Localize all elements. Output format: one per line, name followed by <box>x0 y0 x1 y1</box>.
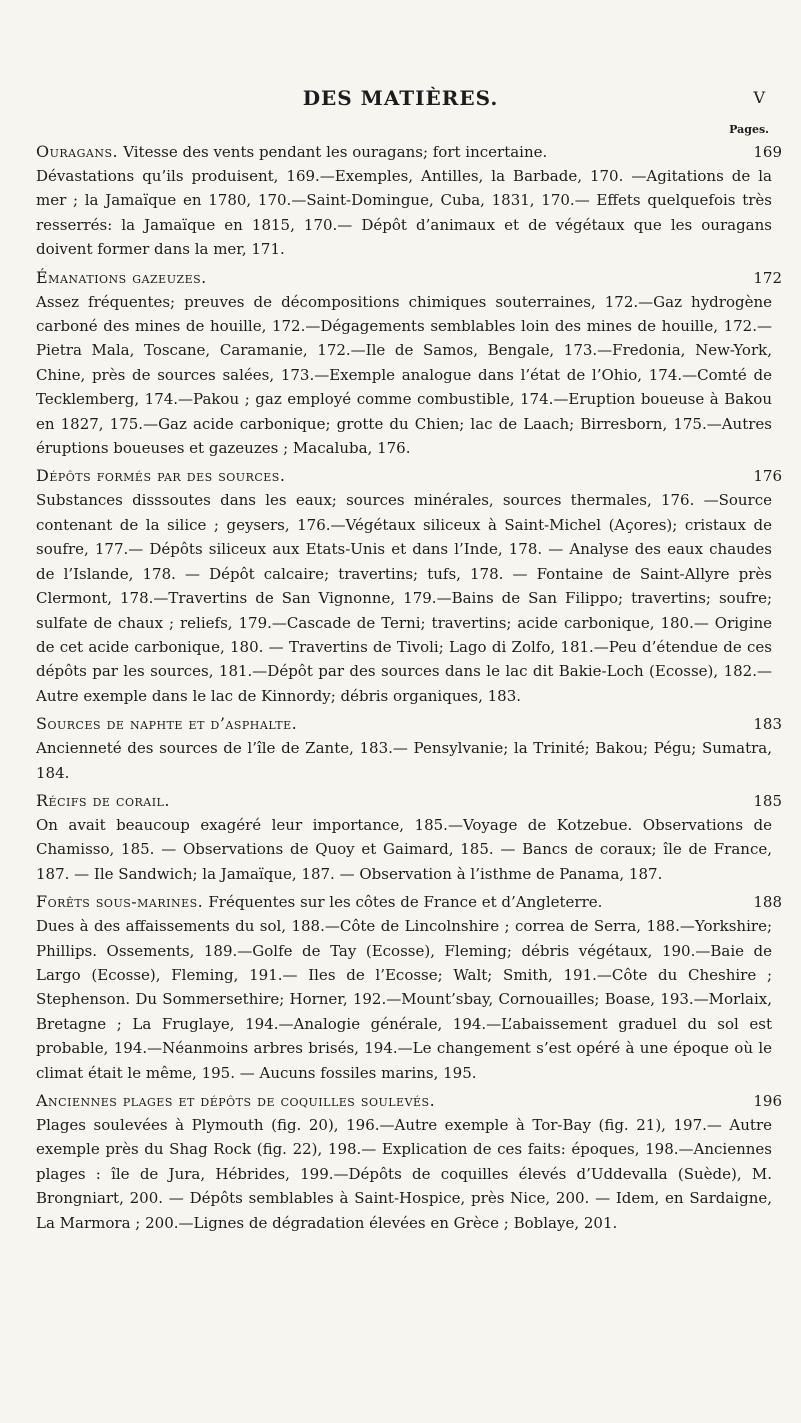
entry-text: Ancienneté des sources de l’île de Zante, 183.— Pensylvanie; la Trinité; Bakou; Pégu; Sumatra, 184. <box>36 739 772 782</box>
entry-heading: Forêts sous-marines. <box>36 892 204 912</box>
entry-heading: Émanations gazeuzes. <box>36 267 207 287</box>
entry-heading: Sources de naphte et d’asphalte. <box>36 714 298 734</box>
index-content <box>36 140 782 1239</box>
entry-heading: Ouragans. <box>36 142 119 161</box>
index-entry <box>36 712 782 785</box>
entry-text: Substances disssoutes dans les eaux; sources minérales, sources thermales, 176. —Source contenant de la silice ; geysers, 176.—Végétaux siliceux à Saint-Michel (Açores); cristaux de soufre, 177.— Dépôts siliceux aux Etats-Unis et dans l’Inde, 178. — Analyse des eaux chaudes de l’Islande, 178. — Dépôt calcaire; travertins; tufs, 178. — Fontaine de Saint-Allyre près Clermont, 178.—Travertins de San Vignonne, 179.—Bains de San Filippo; travertins; soufre; sulfate de chaux ; reliefs, 179.—Cascade de Terni; travertins; acide carbonique, 180.— Origine de cet acide carbonique, 180. — Travertins de Tivoli; Lago di Zolfo, 181.—Peu d’étendue de ces dépôts par les sources, 181.—Dépôt par des sources dans le lac dit Bakie-Loch (Ecosse), 182.— Autre exemple dans le lac de Kinnordy; débris organiques, 183. <box>36 491 772 705</box>
running-title: DES MATIÈRES. <box>302 86 499 110</box>
entry-heading: Récifs de corail. <box>36 790 170 810</box>
index-entry <box>36 140 782 262</box>
entry-text: Assez fréquentes; preuves de décompositions chimiques souterraines, 172.—Gaz hydrogène carboné des mines de houille, 172.—Dégagements semblables loin des mines de houille, 172.—Pietra Mala, Toscane, Caramanie, 172.—Ile de Samos, Bengale, 173.—Fredonia, New-York, Chine, près de sources salées, 173.—Exemple analogue dans l’état de l’Ohio, 174.—Comté de Tecklemberg, 174.—Pakou ; gaz employé comme combustible, 174.—Eruption boueuse à Bakou en 1827, 175.—Gaz acide carbonique; grotte du Chien; lac de Laach; Birresborn, 175.—Autres éruptions boueuses et gazeuzes ; Macaluba, 176. <box>36 292 772 458</box>
entry-page-ref: 188 <box>753 893 782 912</box>
index-entry <box>36 789 782 886</box>
pages-column-label: Pages. <box>729 123 769 136</box>
index-entry <box>36 890 782 1085</box>
entry-text: On avait beaucoup exagéré leur importance, 185.—Voyage de Kotzebue. Observations de Chamisso, 185. — Observations de Quoy et Gaimard, 185. — Bancs de coraux; île de France, 187. — Ile Sandwich; la Jamaïque, 187. — Observation à l’isthme de Panama, 187. <box>36 815 772 883</box>
index-entry <box>36 1089 782 1235</box>
entry-page-ref: 185 <box>753 791 782 810</box>
index-entry <box>36 464 782 708</box>
entry-heading: Dépôts formés par des sources. <box>36 466 286 486</box>
entry-intro: Vitesse des vents pendant les ouragans; fort incertaine. <box>123 143 548 161</box>
entry-page-ref: 169 <box>753 143 782 161</box>
entry-intro: Fréquentes sur les côtes de France et d’Angleterre. <box>208 893 603 912</box>
entry-page-ref: 196 <box>753 1092 782 1110</box>
entry-text: Dévastations qu’ils produisent, 169.—Exemples, Antilles, la Barbade, 170. —Agitations de la mer ; la Jamaïque en 1780, 170.—Saint-Domingue, Cuba, 1831, 170.— Effets quelquefois très resserrés: la Jamaïque en 1815, 170.— Dépôt d’animaux et de végétaux que les ouragans doivent former dans la mer, 171. <box>36 167 772 259</box>
entry-page-ref: 172 <box>753 268 782 287</box>
entry-page-ref: 183 <box>753 715 782 734</box>
entry-heading: Anciennes plages et dépôts de coquilles soulevés. <box>36 1091 436 1110</box>
page-number: V <box>753 88 765 107</box>
index-entry <box>36 266 782 461</box>
entry-page-ref: 176 <box>753 467 782 486</box>
entry-text: Plages soulevées à Plymouth (fig. 20), 196.—Autre exemple à Tor-Bay (fig. 21), 197.— Autre exemple près du Shag Rock (fig. 22), 198.— Explication de ces faits: époques, 198.—Anciennes plages : île de Jura, Hébrides, 199.—Dépôts de coquilles élevés d’Uddevalla (Suède), M. Brongniart, 200. — Dépôts semblables à Saint-Hospice, près Nice, 200. — Idem, en Sardaigne, La Marmora ; 200.—Lignes de dégradation élevées en Grèce ; Boblaye, 201. <box>36 1116 772 1232</box>
entry-text: Dues à des affaissements du sol, 188.—Côte de Lincolnshire ; correa de Serra, 188.—Yorkshire; Phillips. Ossements, 189.—Golfe de Tay (Ecosse), Fleming; débris végétaux, 190.—Baie de Largo (Ecosse), Fleming, 191.— Iles de l’Ecosse; Walt; Smith, 191.—Côte du Cheshire ; Stephenson. Du Sommersethire; Horner, 192.—Mount’sbay, Cornouailles; Boase, 193.—Morlaix, Bretagne ; La Fruglaye, 194.—Analogie générale, 194.—L’abaissement graduel du sol est probable, 194.—Néanmoins arbres brisés, 194.—Le changement s’est opéré à une époque où le climat était le même, 195. — Aucuns fossiles marins, 195. <box>36 917 772 1082</box>
